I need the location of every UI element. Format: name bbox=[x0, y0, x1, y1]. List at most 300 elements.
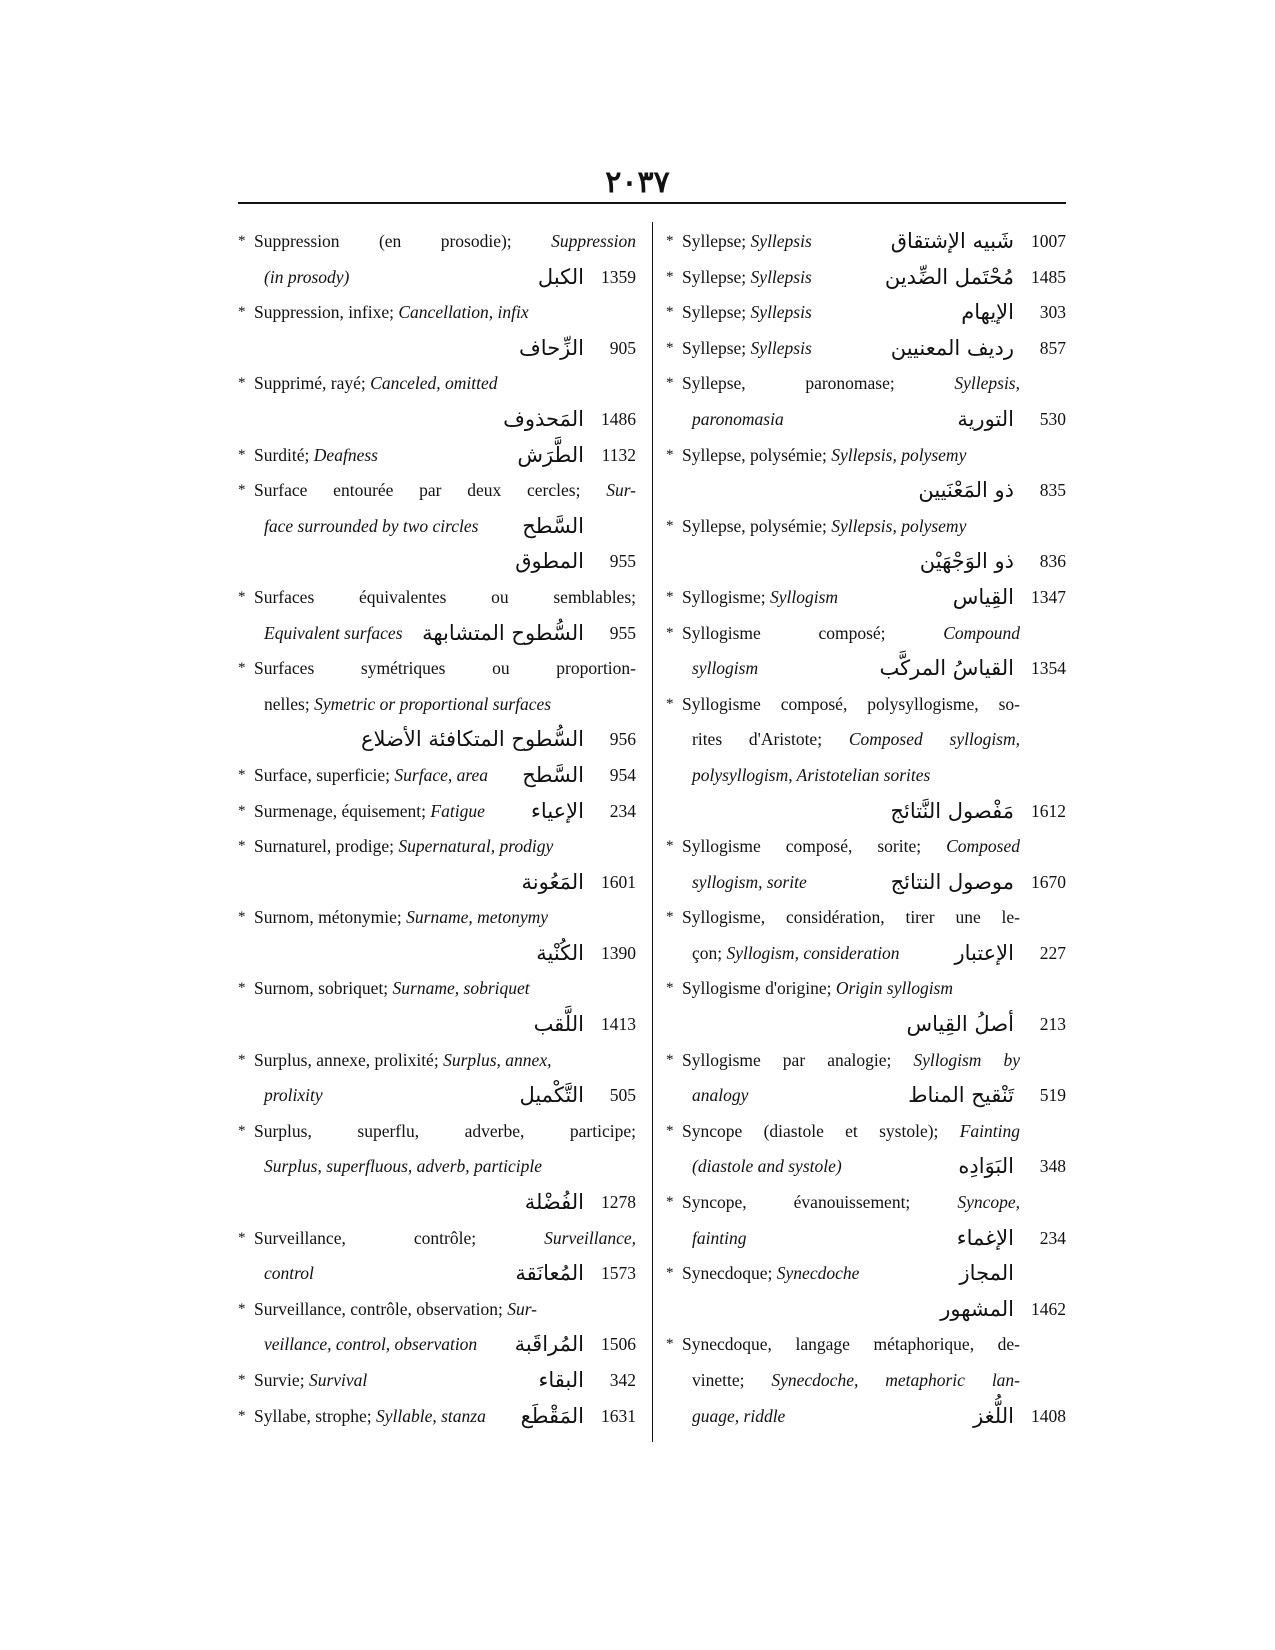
entry-bullet: * bbox=[238, 766, 246, 783]
arabic-term: ذو الوَجْهَيْن bbox=[919, 549, 1014, 574]
french-text: Syncope, évanouissement; bbox=[682, 1192, 958, 1213]
entry-bullet: * bbox=[666, 1265, 674, 1282]
entry-line bbox=[666, 687, 1066, 723]
reference-number: 954 bbox=[609, 764, 636, 785]
entry-bullet: * bbox=[238, 1300, 246, 1317]
reference-number: 1485 bbox=[1031, 266, 1066, 287]
reference-number: 1486 bbox=[601, 408, 636, 429]
continuation-text bbox=[692, 402, 784, 438]
continuation-lead: Surplus, superfluous, adverb, participle bbox=[264, 1156, 543, 1177]
entry-line bbox=[666, 1007, 1066, 1043]
reference-number: 1390 bbox=[601, 942, 636, 963]
entry-line bbox=[238, 865, 636, 901]
entry-line bbox=[666, 1327, 1066, 1363]
entry-line bbox=[666, 1399, 1066, 1435]
entry-line bbox=[238, 1363, 636, 1399]
entry-line bbox=[666, 1149, 1066, 1185]
entry-bullet: * bbox=[238, 482, 246, 499]
french-text: Surfaces équivalentes ou semblables; bbox=[254, 586, 636, 607]
english-term: Synecdoche bbox=[776, 1263, 860, 1284]
arabic-term: التَّكْميل bbox=[519, 1083, 584, 1108]
arabic-term: المَعُونة bbox=[521, 869, 584, 894]
entry-line bbox=[666, 295, 1066, 331]
arabic-term: المجاز bbox=[959, 1261, 1014, 1286]
continuation-text bbox=[264, 1078, 323, 1114]
english-term: Sur- bbox=[606, 480, 636, 501]
entry-line bbox=[666, 1256, 1066, 1292]
continuation-lead: veillance, control, observation bbox=[264, 1334, 478, 1355]
arabic-term: المُراقَبة bbox=[514, 1332, 584, 1357]
arabic-term: اللَّقب bbox=[533, 1012, 584, 1037]
continuation-lead: syllogism bbox=[692, 658, 759, 679]
entry-bullet: * bbox=[238, 660, 246, 677]
french-term bbox=[682, 971, 953, 1007]
continuation-text bbox=[692, 1078, 748, 1114]
french-term bbox=[254, 224, 636, 260]
arabic-term: السُّطوح المتكافئة الأضلاع bbox=[361, 727, 584, 752]
english-term: Composed bbox=[946, 836, 1020, 857]
french-term bbox=[254, 580, 636, 616]
entry-line bbox=[238, 402, 636, 438]
entry-bullet: * bbox=[666, 375, 674, 392]
french-text: Syllepse, polysémie; bbox=[682, 515, 832, 536]
entry-bullet: * bbox=[238, 802, 246, 819]
french-text: Surface, superficie; bbox=[254, 764, 395, 785]
arabic-term: الطَّرَش bbox=[517, 442, 584, 467]
left-column bbox=[238, 224, 636, 1434]
english-term: Survival bbox=[308, 1370, 368, 1390]
entry-bullet: * bbox=[238, 909, 246, 926]
continuation-lead: syllogism, sorite bbox=[692, 871, 807, 892]
entry-bullet: * bbox=[238, 304, 246, 321]
entry-line bbox=[666, 402, 1066, 438]
french-term bbox=[682, 687, 1020, 723]
entry-bullet: * bbox=[238, 233, 246, 249]
french-text: Syllepse, polysémie; bbox=[682, 444, 832, 465]
english-term: Surname, sobriquet bbox=[392, 978, 530, 999]
arabic-term: المَحذوف bbox=[503, 406, 584, 431]
reference-number: 836 bbox=[1039, 551, 1066, 572]
continuation-text bbox=[264, 687, 551, 723]
french-term bbox=[682, 331, 812, 367]
entry-line bbox=[238, 1256, 636, 1292]
entry-line bbox=[238, 936, 636, 972]
entry-line bbox=[666, 473, 1066, 509]
entry-bullet: * bbox=[238, 446, 246, 463]
entry-bullet: * bbox=[666, 624, 674, 641]
french-term bbox=[254, 1399, 486, 1435]
entry-line bbox=[666, 971, 1066, 1007]
entry-line bbox=[666, 900, 1066, 936]
continuation-lead: (diastole and systole) bbox=[692, 1156, 842, 1177]
reference-number: 1631 bbox=[601, 1405, 636, 1426]
french-term bbox=[254, 438, 378, 474]
entry-line bbox=[238, 509, 636, 545]
entry-line bbox=[238, 1007, 636, 1043]
continuation-lead: rites d'Aristote; bbox=[692, 729, 849, 750]
reference-number: 227 bbox=[1039, 942, 1066, 963]
arabic-term: المطوق bbox=[515, 549, 584, 574]
entry-bullet: * bbox=[666, 909, 674, 926]
entry-line bbox=[238, 829, 636, 865]
arabic-term: رديف المعنيين bbox=[890, 335, 1014, 360]
entry-bullet: * bbox=[238, 1229, 246, 1246]
french-text: Syllogisme composé; bbox=[682, 622, 944, 643]
entry-line bbox=[238, 1399, 636, 1435]
entry-line bbox=[238, 260, 636, 296]
arabic-term: الإعتبار bbox=[954, 940, 1014, 965]
entry-line bbox=[666, 865, 1066, 901]
french-term bbox=[682, 829, 1020, 865]
reference-number: 1573 bbox=[601, 1263, 636, 1284]
continuation-text bbox=[264, 260, 349, 296]
english-term: Fatigue bbox=[430, 800, 485, 821]
arabic-term: البَوَادِه bbox=[958, 1154, 1014, 1179]
continuation-lead: paronomasia bbox=[692, 408, 784, 429]
entry-bullet: * bbox=[666, 1051, 674, 1068]
entry-line bbox=[666, 509, 1066, 545]
english-term: Surname, metonymy bbox=[406, 907, 549, 928]
entry-line bbox=[666, 224, 1066, 260]
reference-number: 1506 bbox=[601, 1334, 636, 1355]
arabic-term: مَفْصول النَّتائج bbox=[890, 798, 1014, 823]
french-text: Surplus, superflu, adverbe, participe; bbox=[254, 1120, 636, 1141]
french-text: Synecdoque; bbox=[682, 1263, 777, 1284]
continuation-lead: polysyllogism, Aristotelian sorites bbox=[692, 764, 931, 785]
french-text: Syllogisme, considération, tirer une le- bbox=[682, 907, 1020, 928]
entry-bullet: * bbox=[666, 695, 674, 712]
english-term: Syncope, bbox=[957, 1192, 1020, 1213]
english-term: Suppression bbox=[551, 231, 636, 251]
entry-bullet: * bbox=[238, 375, 246, 392]
english-term: Supernatural, prodigy bbox=[398, 836, 554, 857]
continuation-text bbox=[692, 936, 900, 972]
entry-line bbox=[666, 722, 1066, 758]
arabic-term: موصول النتائج bbox=[890, 869, 1014, 894]
continuation-text bbox=[264, 1327, 477, 1363]
entry-bullet: * bbox=[238, 1372, 246, 1388]
entry-line bbox=[238, 687, 636, 723]
entry-line bbox=[238, 331, 636, 367]
arabic-term: المَقْطَع bbox=[520, 1403, 584, 1428]
entry-line bbox=[238, 473, 636, 509]
french-term bbox=[254, 1292, 537, 1328]
french-term bbox=[254, 1043, 551, 1079]
french-term bbox=[682, 1327, 1020, 1363]
english-term: Surveillance, bbox=[544, 1227, 636, 1248]
reference-number: 1462 bbox=[1031, 1298, 1066, 1319]
reference-number: 234 bbox=[1039, 1227, 1066, 1248]
english-term: Syllepsis, bbox=[954, 373, 1020, 394]
entry-line bbox=[666, 366, 1066, 402]
french-term bbox=[682, 260, 812, 296]
arabic-term: ذو المَعْنَيين bbox=[918, 478, 1014, 503]
continuation-lead: face surrounded by two circles bbox=[264, 515, 479, 536]
reference-number: 1132 bbox=[601, 444, 636, 465]
english-term: Composed syllogism, bbox=[848, 729, 1020, 750]
continuation-lead: prolixity bbox=[264, 1085, 323, 1106]
entry-line bbox=[238, 971, 636, 1007]
french-text: Surveillance, contrôle, observation; bbox=[254, 1298, 508, 1319]
entry-line bbox=[238, 651, 636, 687]
french-text: Syllepse; bbox=[682, 266, 751, 287]
arabic-term: الإيهام bbox=[961, 300, 1014, 325]
arabic-term: شَبيه الإشتقاق bbox=[890, 229, 1014, 253]
page-number: ٢٠٣٧ bbox=[605, 166, 670, 199]
french-term bbox=[682, 366, 1020, 402]
reference-number: 955 bbox=[609, 622, 636, 643]
entry-line bbox=[666, 1363, 1066, 1399]
entry-line bbox=[238, 1185, 636, 1221]
french-text: Surdité; bbox=[254, 444, 314, 465]
entry-line bbox=[666, 580, 1066, 616]
entry-line bbox=[666, 936, 1066, 972]
continuation-lead: fainting bbox=[692, 1227, 747, 1248]
entry-line bbox=[238, 722, 636, 758]
entry-line bbox=[238, 1327, 636, 1363]
header-rule bbox=[238, 202, 1066, 204]
entry-line bbox=[666, 651, 1066, 687]
entry-line bbox=[666, 1185, 1066, 1221]
continuation-lead: nelles; bbox=[264, 693, 315, 714]
continuation-text bbox=[264, 1149, 542, 1185]
continuation-lead: çon; bbox=[692, 942, 727, 963]
english-term: Surplus, annex, bbox=[443, 1049, 552, 1070]
reference-number: 1007 bbox=[1031, 231, 1066, 251]
french-text: Surveillance, contrôle; bbox=[254, 1227, 545, 1248]
english-term: Syllepsis, polysemy bbox=[831, 515, 967, 536]
continuation-text bbox=[264, 509, 479, 545]
french-text: Surmenage, équisement; bbox=[254, 800, 431, 821]
arabic-term: مُحْتَمل الضِّدين bbox=[884, 264, 1014, 289]
entry-line bbox=[238, 438, 636, 474]
french-text: Surnom, sobriquet; bbox=[254, 978, 393, 999]
french-term bbox=[254, 1114, 636, 1150]
entry-bullet: * bbox=[238, 588, 246, 605]
reference-number: 1278 bbox=[601, 1192, 636, 1213]
french-text: Survie; bbox=[254, 1370, 309, 1390]
continuation-lead: analogy bbox=[692, 1085, 749, 1106]
french-term bbox=[682, 295, 812, 331]
arabic-term: اللُّغز bbox=[973, 1403, 1014, 1428]
continuation-text bbox=[692, 758, 930, 794]
entry-line bbox=[666, 1043, 1066, 1079]
french-text: Syllabe, strophe; bbox=[254, 1405, 376, 1426]
entry-line bbox=[238, 366, 636, 402]
english-term: Syllepsis, polysemy bbox=[831, 444, 967, 465]
right-column bbox=[666, 224, 1066, 1434]
continuation-lead: control bbox=[264, 1263, 314, 1284]
reference-number: 1601 bbox=[601, 871, 636, 892]
reference-number: 956 bbox=[609, 729, 636, 750]
french-term bbox=[682, 580, 838, 616]
arabic-term: التورية bbox=[957, 406, 1014, 431]
continuation-text bbox=[264, 616, 403, 652]
entry-line bbox=[238, 1221, 636, 1257]
french-term bbox=[254, 758, 488, 794]
english-term: Syllepsis bbox=[750, 266, 812, 287]
continuation-text bbox=[692, 1149, 842, 1185]
reference-number: 1347 bbox=[1031, 586, 1066, 607]
reference-number: 1670 bbox=[1031, 871, 1066, 892]
english-term: Origin syllogism bbox=[835, 978, 954, 999]
arabic-term: السَّطح bbox=[522, 513, 584, 538]
french-term bbox=[682, 224, 812, 260]
entry-line bbox=[238, 900, 636, 936]
reference-number: 1408 bbox=[1031, 1405, 1066, 1426]
entry-line bbox=[238, 1078, 636, 1114]
reference-number: 1612 bbox=[1031, 800, 1066, 821]
arabic-term: القياسُ المركَّب bbox=[879, 656, 1014, 681]
entry-bullet: * bbox=[666, 1336, 674, 1353]
reference-number: 1354 bbox=[1031, 658, 1066, 679]
english-term: Syllogism bbox=[770, 586, 839, 607]
arabic-term: القِياس bbox=[952, 584, 1014, 609]
french-text: Supprimé, rayé; bbox=[254, 373, 371, 394]
arabic-term: السُّطوح المتشابهة bbox=[422, 620, 584, 645]
reference-number: 835 bbox=[1039, 480, 1066, 501]
french-term bbox=[254, 1221, 636, 1257]
french-text: Surface entourée par deux cercles; bbox=[254, 480, 607, 501]
french-term bbox=[254, 829, 553, 865]
arabic-term: الإغماء bbox=[956, 1225, 1014, 1250]
reference-number: 1413 bbox=[601, 1014, 636, 1035]
entry-line bbox=[666, 829, 1066, 865]
english-term: Syllepsis bbox=[750, 302, 812, 323]
entry-line bbox=[666, 1078, 1066, 1114]
entry-line bbox=[666, 544, 1066, 580]
reference-number: 530 bbox=[1039, 408, 1066, 429]
arabic-term: البقاء bbox=[538, 1368, 584, 1392]
column-divider bbox=[652, 222, 653, 1442]
arabic-term: الزِّحاف bbox=[519, 335, 584, 360]
arabic-term: تَنْقيح المناط bbox=[908, 1083, 1014, 1108]
french-term bbox=[254, 651, 636, 687]
french-term bbox=[254, 295, 529, 331]
french-term bbox=[682, 509, 966, 545]
french-term bbox=[254, 794, 485, 830]
entry-line bbox=[238, 794, 636, 830]
english-term: Deafness bbox=[313, 444, 378, 465]
french-text: Syllepse, paronomase; bbox=[682, 373, 955, 394]
arabic-term: أصلُ القِياس bbox=[906, 1012, 1014, 1037]
french-text: Syllogisme composé, polysyllogisme, so- bbox=[682, 693, 1020, 714]
entry-bullet: * bbox=[238, 838, 246, 855]
english-term: Syllogism, consideration bbox=[726, 942, 900, 963]
reference-number: 1359 bbox=[601, 266, 636, 287]
continuation-text bbox=[692, 651, 758, 687]
arabic-term: المُعانَقة bbox=[515, 1261, 584, 1286]
entry-bullet: * bbox=[666, 980, 674, 997]
french-term bbox=[254, 1363, 367, 1399]
entry-line bbox=[238, 1114, 636, 1150]
french-text: Suppression, infixe; bbox=[254, 302, 399, 323]
french-term bbox=[682, 1043, 1020, 1079]
arabic-term: السَّطح bbox=[522, 762, 584, 787]
french-text: Synecdoque, langage métaphorique, de- bbox=[682, 1334, 1020, 1355]
entry-bullet: * bbox=[666, 517, 674, 534]
reference-number: 348 bbox=[1039, 1156, 1066, 1177]
entry-bullet: * bbox=[238, 1407, 246, 1424]
english-term: Cancellation, infix bbox=[398, 302, 529, 323]
reference-number: 505 bbox=[609, 1085, 636, 1106]
french-term bbox=[254, 366, 497, 402]
continuation-lead: vinette; bbox=[692, 1370, 772, 1390]
reference-number: 857 bbox=[1039, 337, 1066, 358]
entry-bullet: * bbox=[666, 446, 674, 463]
english-term: Canceled, omitted bbox=[370, 373, 498, 394]
entry-line bbox=[238, 1043, 636, 1079]
entry-bullet: * bbox=[666, 588, 674, 605]
reference-number: 303 bbox=[1039, 302, 1066, 323]
french-term bbox=[682, 1114, 1020, 1150]
french-text: Surfaces symétriques ou proportion- bbox=[254, 658, 636, 679]
entry-bullet: * bbox=[238, 980, 246, 997]
arabic-term: الفُضْلة bbox=[524, 1190, 584, 1215]
entry-line bbox=[238, 1292, 636, 1328]
entry-line bbox=[666, 331, 1066, 367]
reference-number: 955 bbox=[609, 551, 636, 572]
entry-line bbox=[238, 544, 636, 580]
reference-number: 905 bbox=[609, 337, 636, 358]
entry-line bbox=[666, 794, 1066, 830]
entry-line bbox=[666, 1221, 1066, 1257]
entry-line bbox=[666, 1114, 1066, 1150]
french-term bbox=[254, 900, 548, 936]
french-text: Suppression (en prosodie); bbox=[254, 231, 552, 251]
entry-bullet: * bbox=[238, 1051, 246, 1068]
arabic-term: الكبل bbox=[537, 264, 584, 289]
french-text: Syllogisme; bbox=[682, 586, 770, 607]
continuation-text bbox=[692, 722, 1020, 758]
english-term: Fainting bbox=[959, 1120, 1020, 1141]
reference-number: 234 bbox=[609, 800, 636, 821]
english-term: Synecdoche, metaphoric lan- bbox=[771, 1370, 1021, 1390]
french-text: Syllogisme d'origine; bbox=[682, 978, 836, 999]
reference-number: 519 bbox=[1039, 1085, 1066, 1106]
entry-bullet: * bbox=[666, 233, 674, 249]
english-term: Symetric or proportional surfaces bbox=[314, 693, 552, 714]
entry-line bbox=[238, 580, 636, 616]
continuation-text bbox=[692, 1221, 746, 1257]
continuation-lead: guage, riddle bbox=[692, 1405, 786, 1426]
french-text: Surplus, annexe, prolixité; bbox=[254, 1049, 444, 1070]
arabic-term: الكُنْية bbox=[536, 940, 584, 965]
reference-number: 342 bbox=[609, 1370, 636, 1390]
entry-line bbox=[238, 224, 636, 260]
entry-bullet: * bbox=[666, 268, 674, 285]
entry-line bbox=[666, 758, 1066, 794]
english-term: Syllepsis bbox=[750, 231, 812, 251]
french-text: Syllepse; bbox=[682, 231, 751, 251]
french-text: Syncope (diastole et systole); bbox=[682, 1120, 960, 1141]
continuation-text bbox=[264, 1256, 314, 1292]
french-term bbox=[682, 1185, 1020, 1221]
entry-bullet: * bbox=[666, 1122, 674, 1139]
continuation-lead: Equivalent surfaces bbox=[264, 622, 403, 643]
french-text: Syllogisme composé, sorite; bbox=[682, 836, 947, 857]
french-term bbox=[682, 900, 1020, 936]
english-term: Syllepsis bbox=[750, 337, 812, 358]
entry-bullet: * bbox=[666, 838, 674, 855]
french-term bbox=[682, 438, 966, 474]
continuation-lead: (in prosody) bbox=[264, 266, 350, 287]
english-term: Syllogism by bbox=[913, 1049, 1020, 1070]
entry-line bbox=[238, 295, 636, 331]
reference-number: 213 bbox=[1039, 1014, 1066, 1035]
entry-line bbox=[666, 438, 1066, 474]
english-term: Compound bbox=[943, 622, 1020, 643]
